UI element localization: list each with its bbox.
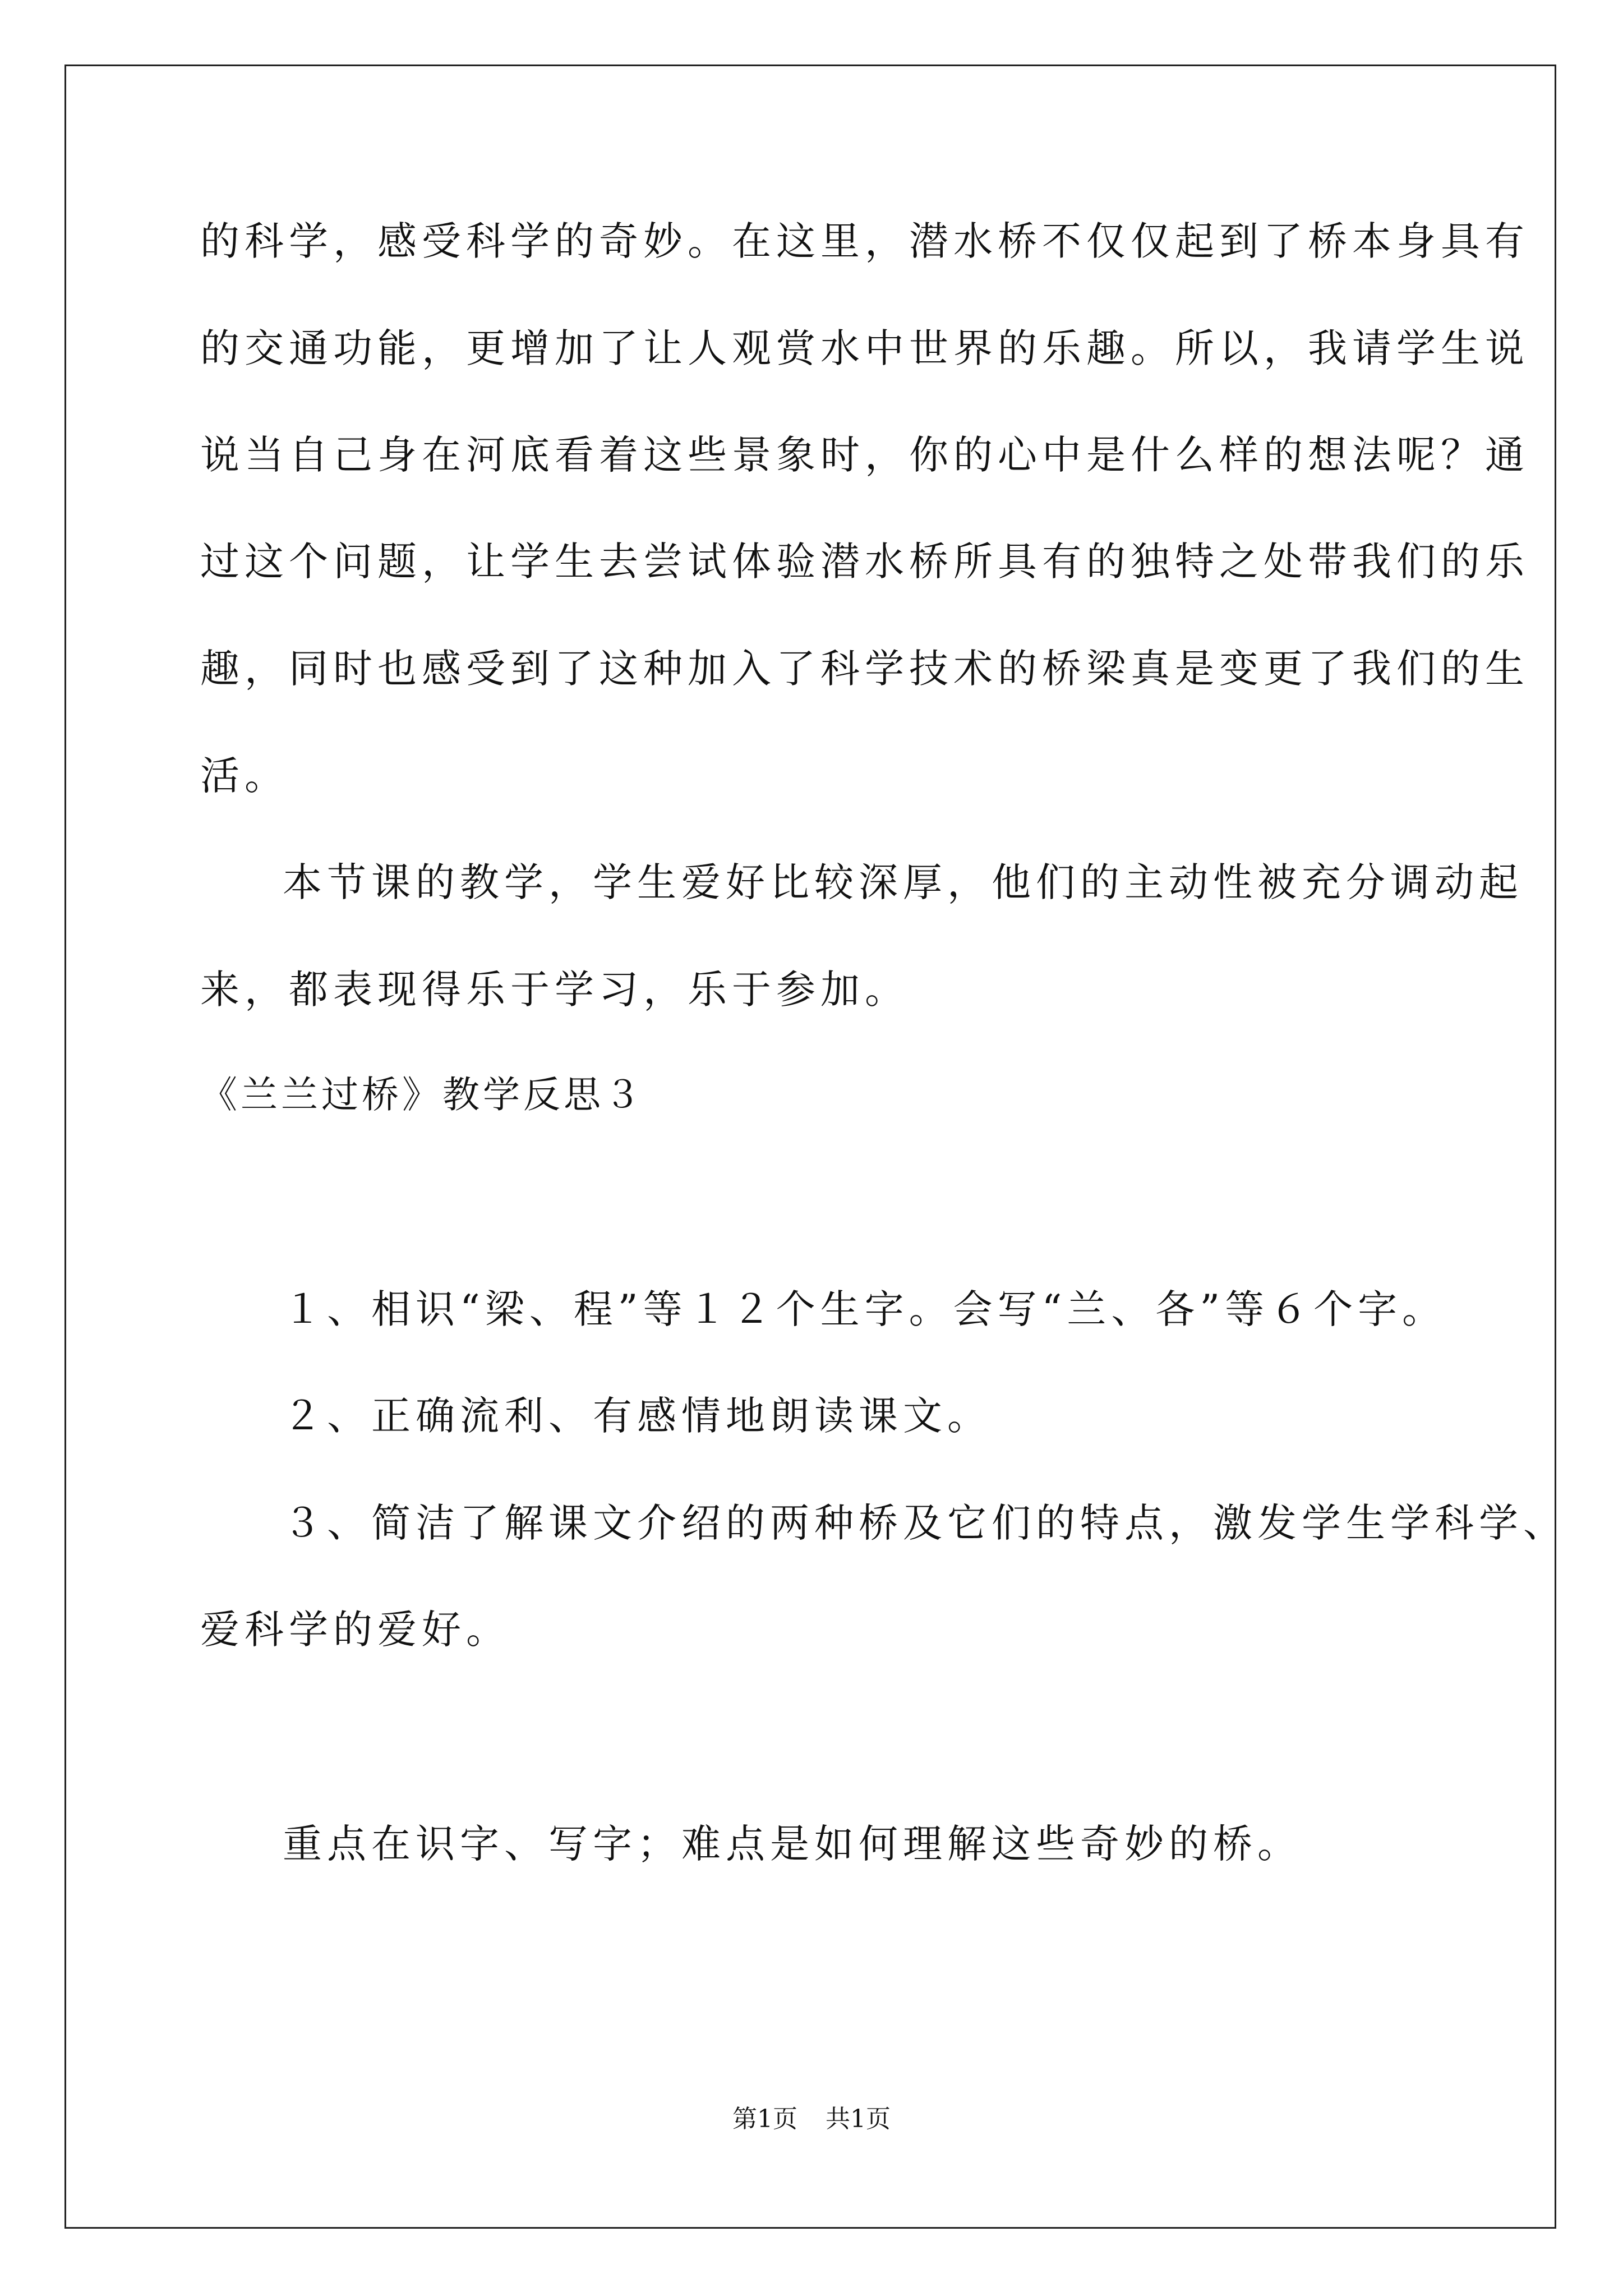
paragraph-line: 本节课的教学，学生爱好比较深厚，他们的主动性被充分调动起 bbox=[283, 859, 1523, 905]
paragraph-line: 趣，同时也感受到了这种加入了科学技术的桥梁真是变更了我们的生 bbox=[200, 646, 1529, 692]
page-footer bbox=[0, 2102, 1623, 2136]
section-heading: 《兰兰过桥》教学反思３ bbox=[200, 1073, 644, 1116]
list-item: ３、简洁了解课文介绍的两种桥及它们的特点，激发学生学科学、 bbox=[283, 1500, 1567, 1546]
paragraph-line: 的交通功能，更增加了让人观赏水中世界的乐趣。所以，我请学生说 bbox=[200, 325, 1529, 371]
paragraph-line: 过这个问题，让学生去尝试体验潜水桥所具有的独特之处带我们的乐 bbox=[200, 539, 1529, 585]
list-item: １、相识“梁、程”等１２个生字。会写“兰、各”等６个字。 bbox=[283, 1286, 1447, 1332]
paragraph-line: 说当自己身在河底看着这些景象时，你的心中是什么样的想法呢？通 bbox=[200, 432, 1529, 478]
list-item-continuation: 爱科学的爱好。 bbox=[200, 1607, 510, 1653]
list-item: ２、正确流利、有感情地朗读课文。 bbox=[283, 1393, 992, 1439]
page-number: 第1页 bbox=[732, 2105, 797, 2133]
paragraph-line: 的科学，感受科学的奇妙。在这里，潜水桥不仅仅起到了桥本身具有 bbox=[200, 218, 1529, 264]
page-total: 共1页 bbox=[826, 2105, 891, 2133]
paragraph-line: 来，都表现得乐于学习，乐于参加。 bbox=[200, 967, 909, 1013]
paragraph-line: 活。 bbox=[200, 753, 289, 799]
page-border bbox=[64, 65, 1556, 2229]
paragraph-line: 重点在识字、写字；难点是如何理解这些奇妙的桥。 bbox=[283, 1821, 1302, 1867]
